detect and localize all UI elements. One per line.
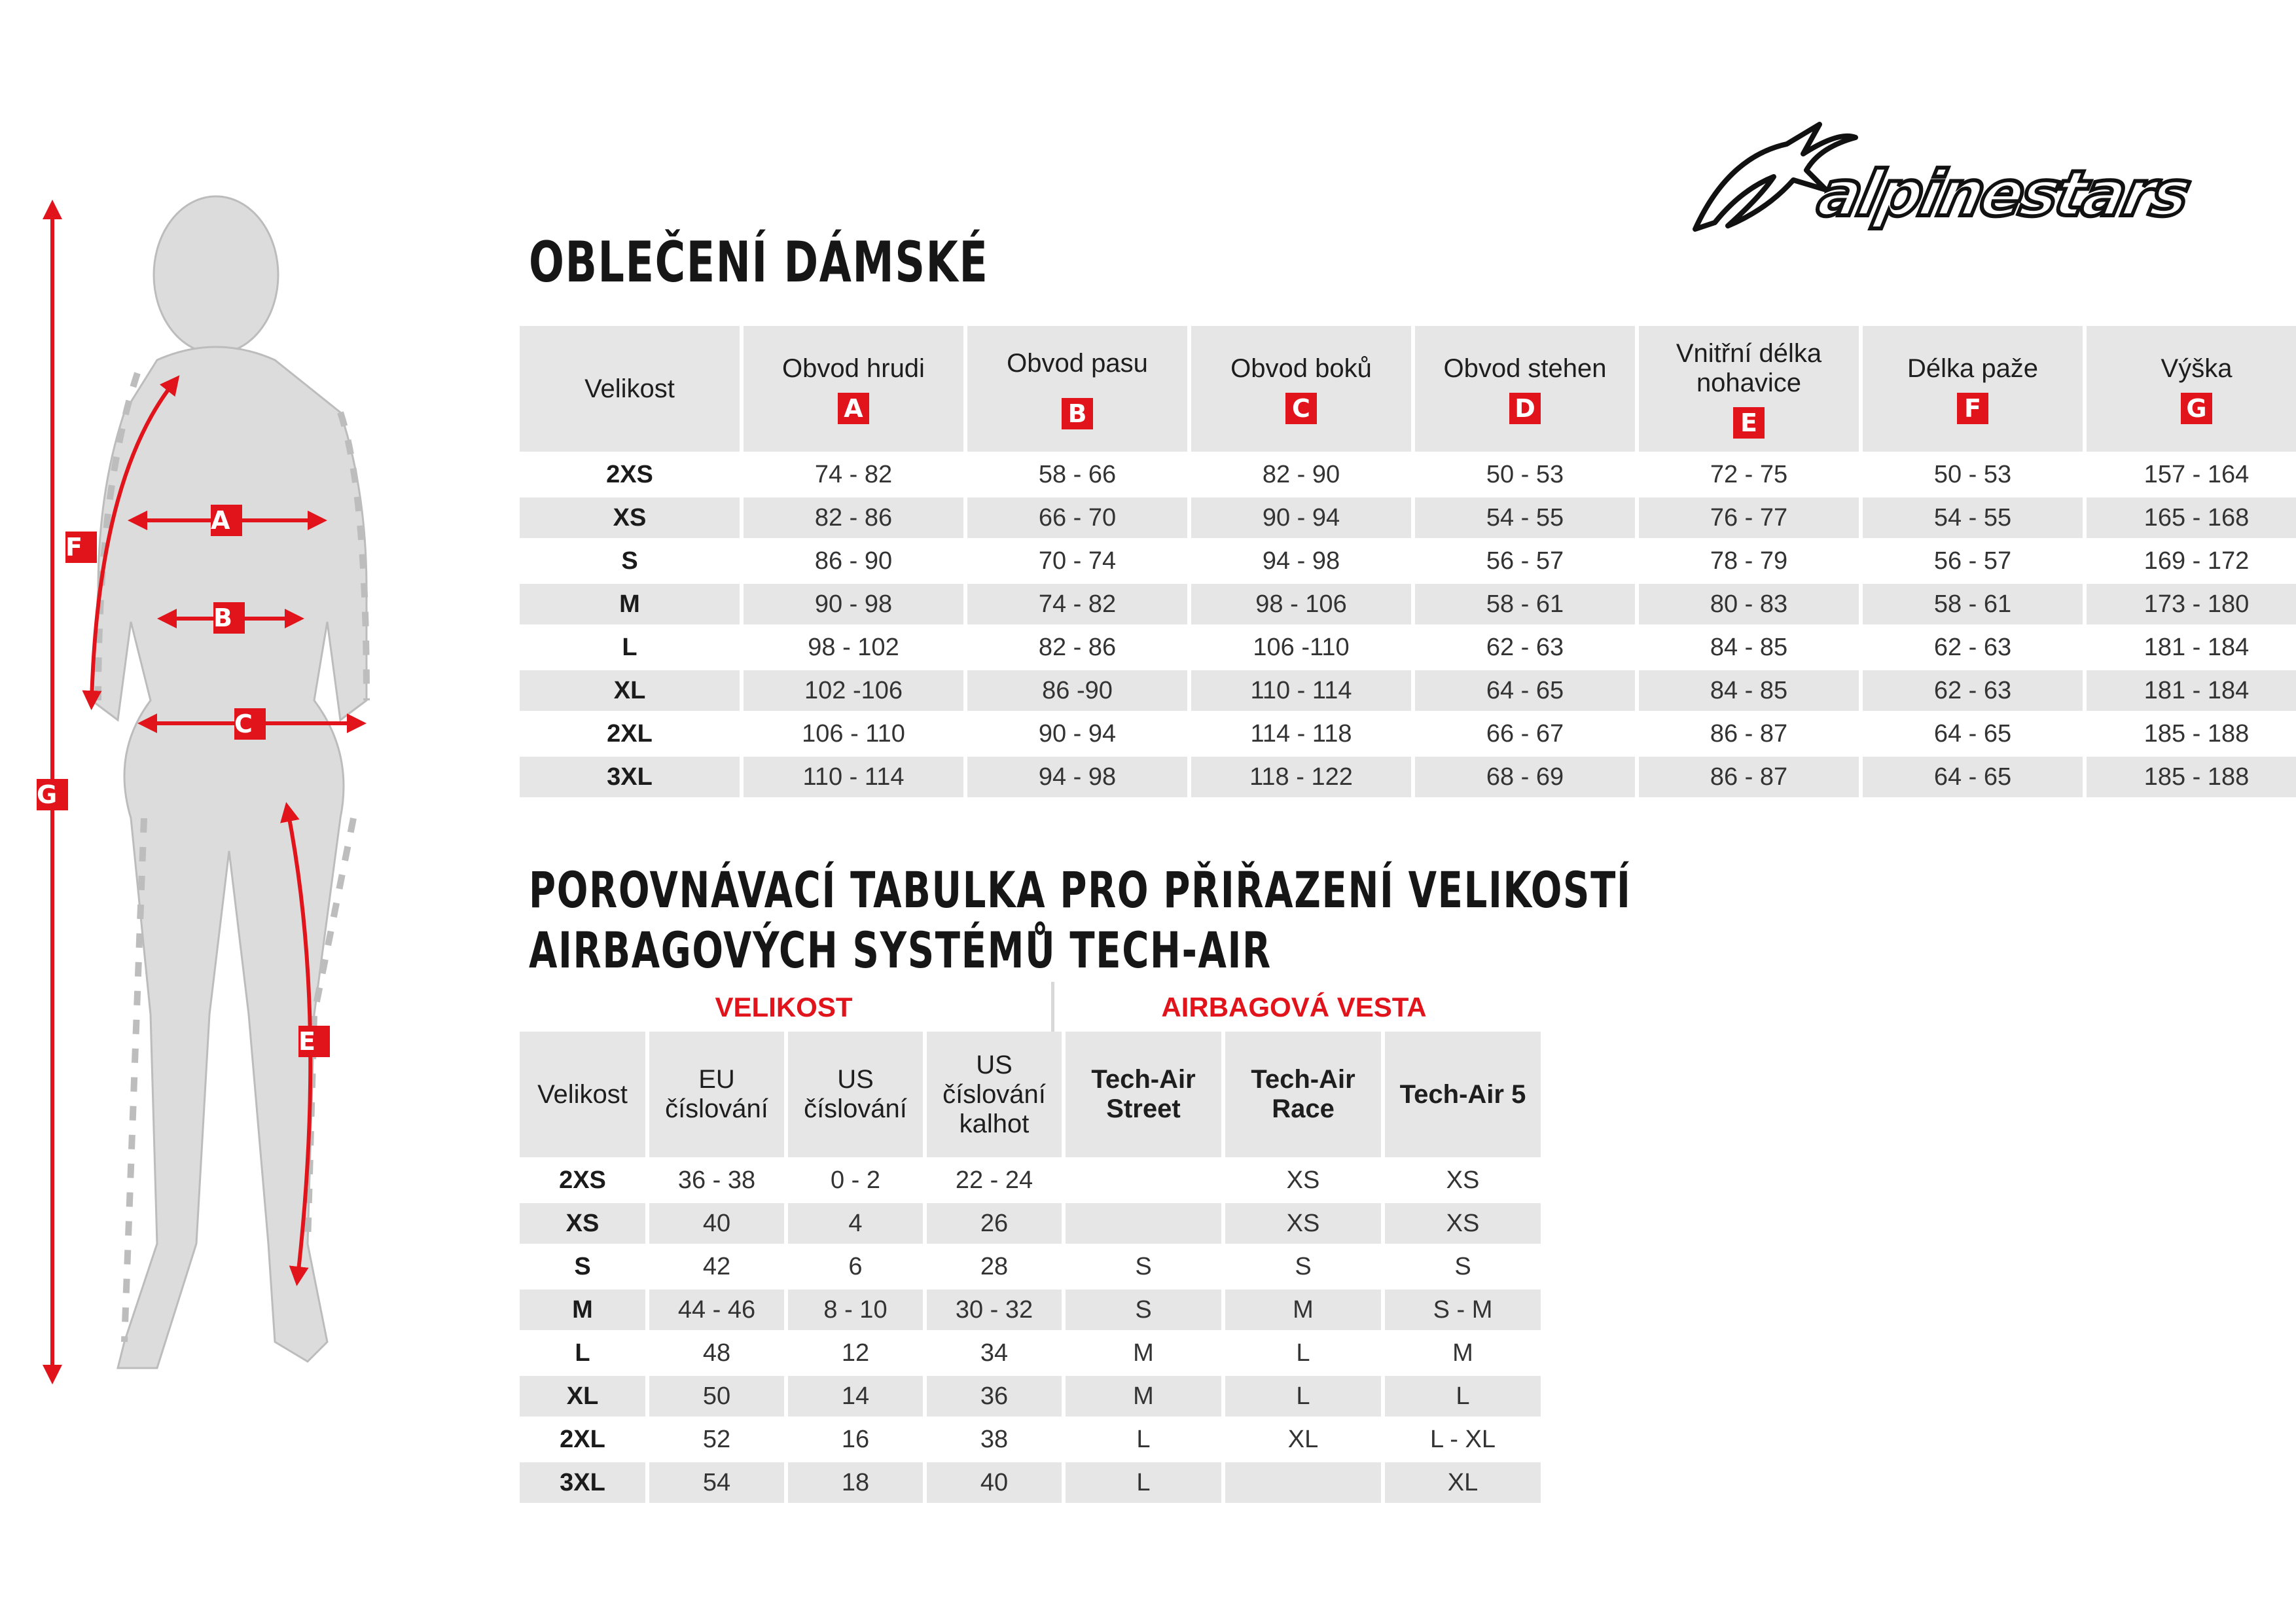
table-row bbox=[520, 1462, 1541, 1503]
size-cell: 2XL bbox=[560, 1425, 605, 1453]
table-cell: 74 - 82 bbox=[967, 584, 1187, 624]
table-cell: 185 - 188 bbox=[2144, 719, 2250, 748]
size-cell: S bbox=[621, 547, 638, 575]
marker-c: C bbox=[234, 708, 266, 740]
table-cell: 181 - 184 bbox=[2144, 633, 2250, 661]
table-cell: 94 - 98 bbox=[1262, 547, 1340, 575]
table-row bbox=[520, 454, 2296, 495]
table-cell: 48 bbox=[702, 1339, 731, 1367]
col-header-vyska: Výška G bbox=[2087, 326, 2296, 452]
table-cell: 86 - 87 bbox=[1639, 757, 1859, 797]
table-cell: 44 - 46 bbox=[649, 1290, 784, 1330]
table-cell: M bbox=[1452, 1339, 1473, 1367]
table-row bbox=[520, 1290, 1541, 1330]
table-cell: S bbox=[1454, 1252, 1471, 1280]
marker-b: B bbox=[213, 602, 245, 634]
tag-f: F bbox=[1957, 393, 1988, 424]
table-cell: 30 - 32 bbox=[927, 1290, 1062, 1330]
table-cell: 14 bbox=[788, 1376, 923, 1416]
table-cell: L bbox=[1296, 1339, 1310, 1367]
tag-b: B bbox=[1062, 398, 1093, 429]
table-cell: 84 - 85 bbox=[1639, 670, 1859, 711]
table-cell bbox=[1066, 1203, 1221, 1244]
size-cell: L bbox=[622, 633, 637, 661]
measurement-figure bbox=[0, 164, 511, 1407]
size-cell: XS bbox=[520, 497, 740, 538]
table-cell: XL bbox=[1287, 1425, 1319, 1453]
table-row bbox=[520, 584, 2296, 624]
col-header-obvod-boku: Obvod boků C bbox=[1191, 326, 1411, 452]
table-cell bbox=[1225, 1462, 1381, 1503]
table-cell: 22 - 24 bbox=[955, 1166, 1033, 1194]
size-cell: L bbox=[575, 1339, 590, 1367]
table-cell: 90 - 98 bbox=[744, 584, 963, 624]
table-cell: XS bbox=[1385, 1203, 1541, 1244]
table-cell: 173 - 180 bbox=[2087, 584, 2296, 624]
table-cell: 86 - 90 bbox=[814, 547, 893, 575]
table-cell: 40 bbox=[649, 1203, 784, 1244]
marker-a: A bbox=[211, 505, 242, 536]
table-cell: S - M bbox=[1385, 1290, 1541, 1330]
comparison-table bbox=[516, 1029, 1545, 1506]
col-header-us-kalhot: US číslování kalhot bbox=[927, 1032, 1062, 1157]
group-divider bbox=[1051, 982, 1054, 1034]
table-cell: 94 - 98 bbox=[967, 757, 1187, 797]
size-cell: 3XL bbox=[520, 757, 740, 797]
tag-c: C bbox=[1285, 393, 1317, 424]
size-cell: M bbox=[520, 1290, 645, 1330]
group-label-airbagova-vesta: AIRBAGOVÁ VESTA bbox=[1161, 992, 1427, 1022]
table-cell: 157 - 164 bbox=[2144, 460, 2250, 488]
size-cell: XL bbox=[520, 1376, 645, 1416]
col-header-obvod-hrudi: Obvod hrudi A bbox=[744, 326, 963, 452]
table-row bbox=[520, 497, 2296, 538]
table-cell: 50 - 53 bbox=[1486, 460, 1564, 488]
brand-name: alpinestars bbox=[1812, 157, 2195, 230]
table-cell: 74 - 82 bbox=[814, 460, 893, 488]
size-cell: 3XL bbox=[520, 1462, 645, 1503]
size-cell: S bbox=[574, 1252, 591, 1280]
table-cell: 58 - 66 bbox=[1038, 460, 1117, 488]
table-cell: 62 - 63 bbox=[1933, 633, 2012, 661]
table-cell: 62 - 63 bbox=[1863, 670, 2083, 711]
table-cell: 114 - 118 bbox=[1250, 719, 1352, 748]
size-cell: 2XS bbox=[559, 1166, 606, 1194]
tag-e: E bbox=[1733, 407, 1765, 439]
table-cell: 0 - 2 bbox=[830, 1166, 881, 1194]
table-cell: 102 -106 bbox=[744, 670, 963, 711]
table-cell: XS bbox=[1286, 1166, 1320, 1194]
table-cell: 6 bbox=[848, 1252, 863, 1280]
col-header-velikost: Velikost bbox=[520, 1032, 645, 1157]
table-cell: S bbox=[1066, 1290, 1221, 1330]
table-cell: 50 bbox=[649, 1376, 784, 1416]
table-cell: 70 - 74 bbox=[1038, 547, 1117, 575]
table-cell: 58 - 61 bbox=[1415, 584, 1635, 624]
table-cell: 28 bbox=[980, 1252, 1009, 1280]
table-cell: 90 - 94 bbox=[1038, 719, 1117, 748]
table-cell: 62 - 63 bbox=[1486, 633, 1564, 661]
size-table bbox=[516, 323, 2296, 800]
size-cell: XS bbox=[520, 1203, 645, 1244]
col-header-eu: EU číslování bbox=[649, 1032, 784, 1157]
table-cell: 181 - 184 bbox=[2087, 670, 2296, 711]
table-cell: XS bbox=[1225, 1203, 1381, 1244]
table-row bbox=[520, 757, 2296, 797]
table-cell: 52 bbox=[702, 1425, 731, 1453]
table-cell: 64 - 65 bbox=[1415, 670, 1635, 711]
col-header-us: US číslování bbox=[788, 1032, 923, 1157]
table-cell: 8 - 10 bbox=[788, 1290, 923, 1330]
table-row bbox=[520, 1160, 1541, 1200]
table-cell: 42 bbox=[702, 1252, 731, 1280]
table-cell: 4 bbox=[788, 1203, 923, 1244]
tag-d: D bbox=[1509, 393, 1541, 424]
table-cell: 26 bbox=[927, 1203, 1062, 1244]
table-cell: 64 - 65 bbox=[1933, 719, 2012, 748]
marker-g: G bbox=[37, 779, 68, 810]
col-header-velikost: Velikost bbox=[520, 326, 740, 452]
table-cell: L bbox=[1225, 1376, 1381, 1416]
col-header-tech-air-street: Tech-Air Street bbox=[1066, 1032, 1221, 1157]
table-cell: 169 - 172 bbox=[2144, 547, 2250, 575]
table-cell: 185 - 188 bbox=[2087, 757, 2296, 797]
table-row bbox=[520, 541, 2296, 581]
comparison-title-line1: POROVNÁVACÍ TABULKA PRO PŘIŘAZENÍ VELIKOSTÍ bbox=[529, 861, 1632, 919]
table-row bbox=[520, 1246, 1541, 1287]
table-cell: 86 - 87 bbox=[1710, 719, 1788, 748]
table-cell: 38 bbox=[980, 1425, 1009, 1453]
table-cell: 84 - 85 bbox=[1710, 633, 1788, 661]
table-cell: 82 - 86 bbox=[744, 497, 963, 538]
table-cell: 18 bbox=[788, 1462, 923, 1503]
table-cell: M bbox=[1225, 1290, 1381, 1330]
table-cell: L - XL bbox=[1430, 1425, 1496, 1453]
table-cell: 106 -110 bbox=[1253, 633, 1350, 661]
table-cell: 64 - 65 bbox=[1863, 757, 2083, 797]
size-cell: 2XL bbox=[607, 719, 653, 748]
marker-f: F bbox=[65, 532, 97, 563]
table-row bbox=[520, 670, 2296, 711]
table-cell: 12 bbox=[841, 1339, 870, 1367]
table-cell: 80 - 83 bbox=[1639, 584, 1859, 624]
table-cell: S bbox=[1295, 1252, 1312, 1280]
table-cell: 78 - 79 bbox=[1710, 547, 1788, 575]
table-cell: 90 - 94 bbox=[1191, 497, 1411, 538]
group-label-velikost: VELIKOST bbox=[715, 992, 853, 1022]
table-row bbox=[520, 1203, 1541, 1244]
col-header-tech-air-race: Tech-Air Race bbox=[1225, 1032, 1381, 1157]
table-cell: S bbox=[1135, 1252, 1152, 1280]
table-cell: L bbox=[1136, 1425, 1151, 1453]
table-cell: 66 - 67 bbox=[1486, 719, 1564, 748]
table-cell: M bbox=[1133, 1339, 1154, 1367]
tag-a: A bbox=[838, 393, 869, 424]
table-cell: XS bbox=[1446, 1166, 1480, 1194]
table-cell: 118 - 122 bbox=[1191, 757, 1411, 797]
table-row bbox=[520, 713, 2296, 754]
table-cell: 58 - 61 bbox=[1863, 584, 2083, 624]
table-cell: 110 - 114 bbox=[1191, 670, 1411, 711]
table-row bbox=[520, 1333, 1541, 1373]
table-cell: 54 bbox=[649, 1462, 784, 1503]
table-cell bbox=[1066, 1160, 1221, 1200]
comparison-title-line2: AIRBAGOVÝCH SYSTÉMŮ TECH-AIR bbox=[529, 921, 1272, 979]
table-cell: 34 bbox=[980, 1339, 1009, 1367]
table-cell: L bbox=[1066, 1462, 1221, 1503]
table-row bbox=[520, 627, 2296, 668]
col-header-vnitrni-delka: Vnitřní délka nohavice E bbox=[1639, 326, 1859, 452]
table-cell: 72 - 75 bbox=[1710, 460, 1788, 488]
col-header-delka-paze: Délka paže F bbox=[1863, 326, 2083, 452]
col-header-obvod-stehen: Obvod stehen D bbox=[1415, 326, 1635, 452]
table-cell: M bbox=[1066, 1376, 1221, 1416]
table-cell: 36 - 38 bbox=[677, 1166, 756, 1194]
table-cell: 66 - 70 bbox=[967, 497, 1187, 538]
table-cell: 50 - 53 bbox=[1933, 460, 2012, 488]
tag-g: G bbox=[2181, 393, 2212, 424]
table-cell: 54 - 55 bbox=[1415, 497, 1635, 538]
table-cell: 82 - 86 bbox=[1038, 633, 1117, 661]
table-cell: 68 - 69 bbox=[1415, 757, 1635, 797]
table-cell: 86 -90 bbox=[967, 670, 1187, 711]
table-cell: 82 - 90 bbox=[1262, 460, 1340, 488]
marker-e: E bbox=[298, 1026, 330, 1057]
size-cell: XL bbox=[520, 670, 740, 711]
page-title: OBLEČENÍ DÁMSKÉ bbox=[529, 230, 989, 295]
table-cell: 106 - 110 bbox=[802, 719, 905, 748]
col-header-tech-air-5: Tech-Air 5 bbox=[1385, 1032, 1541, 1157]
size-cell: M bbox=[520, 584, 740, 624]
table-cell: 98 - 102 bbox=[808, 633, 899, 661]
col-header-obvod-pasu: Obvod pasu B bbox=[967, 326, 1187, 452]
table-cell: 40 bbox=[927, 1462, 1062, 1503]
table-cell: 36 bbox=[927, 1376, 1062, 1416]
table-cell: 98 - 106 bbox=[1191, 584, 1411, 624]
table-cell: 165 - 168 bbox=[2087, 497, 2296, 538]
table-row bbox=[520, 1376, 1541, 1416]
table-cell: 76 - 77 bbox=[1639, 497, 1859, 538]
table-cell: L bbox=[1385, 1376, 1541, 1416]
table-cell: XL bbox=[1385, 1462, 1541, 1503]
table-row bbox=[520, 1419, 1541, 1460]
table-cell: 56 - 57 bbox=[1486, 547, 1564, 575]
brand-logo bbox=[1689, 118, 2245, 236]
table-cell: 54 - 55 bbox=[1863, 497, 2083, 538]
table-cell: 16 bbox=[841, 1425, 870, 1453]
table-cell: 110 - 114 bbox=[744, 757, 963, 797]
size-cell: 2XS bbox=[606, 460, 653, 488]
table-cell: 56 - 57 bbox=[1933, 547, 2012, 575]
